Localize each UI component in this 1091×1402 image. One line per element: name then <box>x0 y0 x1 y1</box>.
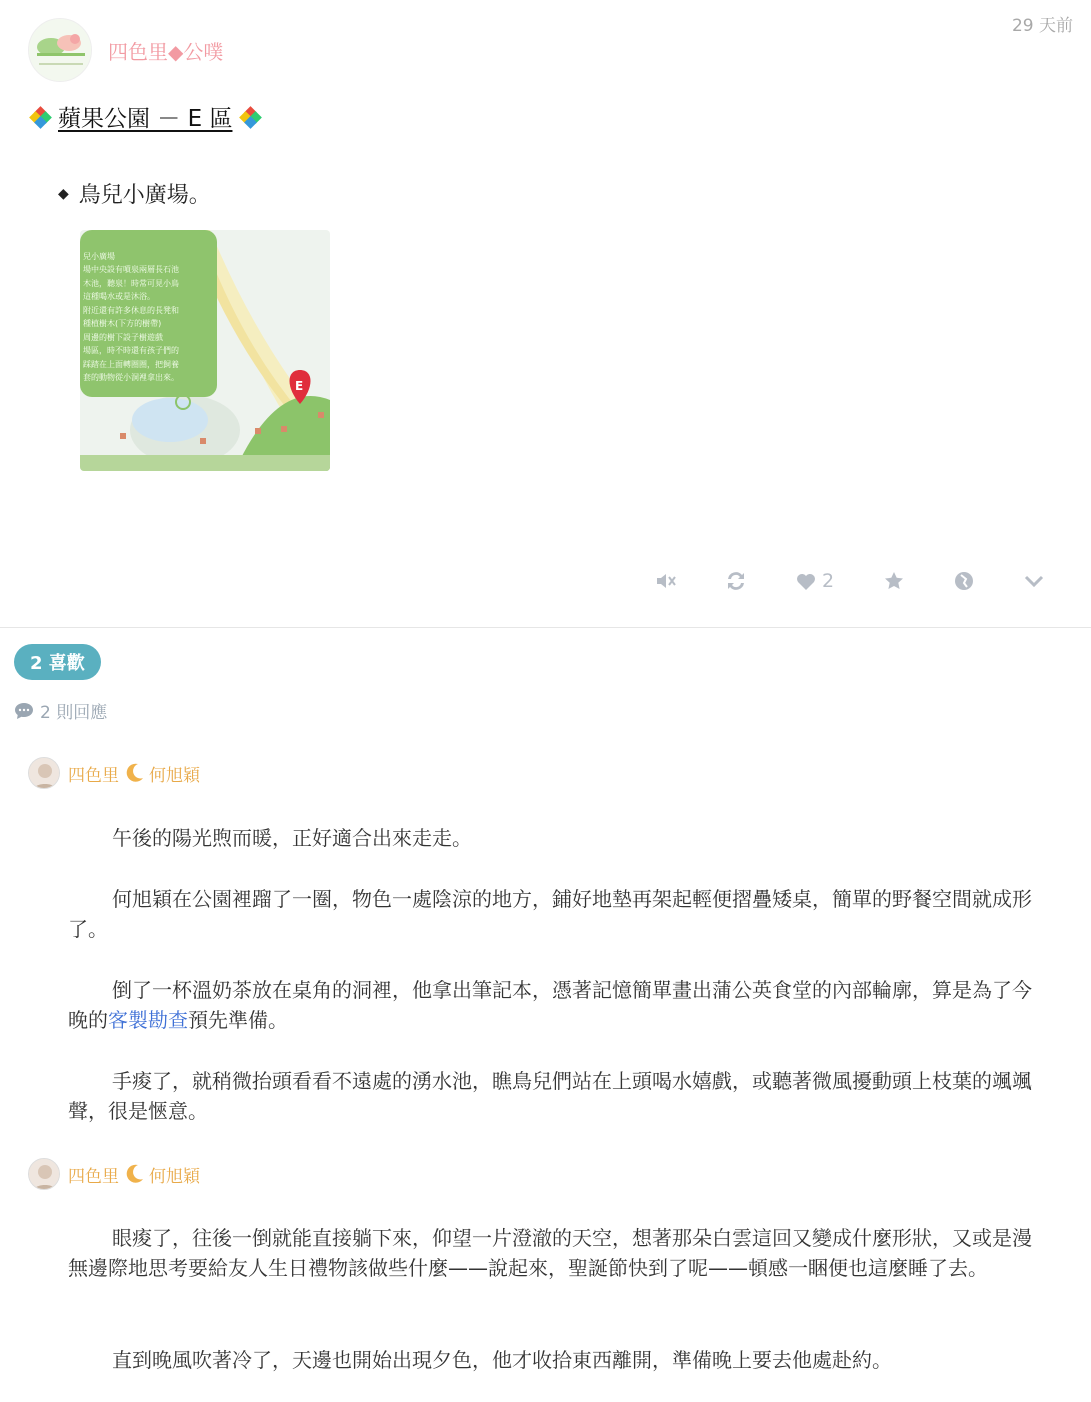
svg-text:場區，時不時還有孩子們的: 場區，時不時還有孩子們的 <box>83 346 179 355</box>
reply-paragraph <box>68 975 1048 1035</box>
replies-count <box>14 698 107 723</box>
reply-paragraph: 午後的陽光煦而暖，正好適合出來走走。 <box>112 826 472 850</box>
reply-author[interactable] <box>68 1162 200 1187</box>
svg-text:木池，聽泉！時常可見小鳥: 木池，聽泉！時常可見小鳥 <box>83 279 179 288</box>
svg-text:踩踏在上面轉圈圈，把飼養: 踩踏在上面轉圈圈，把飼養 <box>83 360 179 369</box>
svg-text:兒小廣場: 兒小廣場 <box>83 252 115 261</box>
diamond-bullet-icon: ◆ <box>58 185 69 202</box>
reply-paragraph: 何旭穎在公園裡蹓了一圈，物色一處陰涼的地方，鋪好地墊再架起輕便摺疊矮桌，簡單的野餐空間就成形了。 <box>68 887 1032 941</box>
reply-author-name: 何旭穎 <box>149 1166 200 1187</box>
crescent-moon-icon <box>123 1163 145 1185</box>
four-color-diamond-icon <box>30 107 50 127</box>
replurk-icon <box>724 569 748 593</box>
crescent-moon-icon <box>123 762 145 784</box>
author-avatar[interactable] <box>28 18 92 82</box>
four-color-diamond-icon <box>240 107 260 127</box>
more-options-button[interactable] <box>1022 563 1046 599</box>
reply-text: 倒了一杯溫奶茶放在桌角的洞裡，他拿出筆記本，憑著記憶簡單畫出蒲公英食堂的內部輪廓，算是為了今晚的 <box>68 978 1032 1032</box>
speech-bubble-icon <box>14 702 34 720</box>
like-button[interactable] <box>794 563 834 599</box>
post-title-link[interactable]: 蘋果公園 － E 區 <box>58 106 233 132</box>
mute-icon <box>654 569 678 593</box>
replies-count-label[interactable]: 2 則回應 <box>40 703 108 723</box>
reply-avatar[interactable] <box>28 1158 60 1190</box>
chevron-down-icon <box>1022 569 1046 593</box>
likes-badge[interactable]: 2 喜歡 <box>14 644 101 680</box>
reply-paragraph: 直到晚風吹著冷了，天邊也開始出現夕色，他才收拾東西離開，準備晚上要去他處赴約。 <box>112 1348 892 1372</box>
svg-text:附近還有許多休息的長凳和: 附近還有許多休息的長凳和 <box>83 306 179 315</box>
svg-text:套的動物從小洞裡拿出來。: 套的動物從小洞裡拿出來。 <box>83 373 179 382</box>
svg-text:周邊的樹下設子樹遊戲: 周邊的樹下設子樹遊戲 <box>83 333 163 342</box>
reply-avatar[interactable] <box>28 757 60 789</box>
reply-paragraph: 眼痠了，往後一倒就能直接躺下來，仰望一片澄澈的天空，想著那朵白雲這回又變成什麼形狀，又或是漫無邊際地思考要給友人生日禮物該做些什麼——說起來，聖誕節快到了呢——頓感一睏便也這麼睡了去。 <box>68 1226 1032 1280</box>
reply-header <box>28 757 200 789</box>
svg-text:場中央設有噴泉兩層長石池: 場中央設有噴泉兩層長石池 <box>83 265 179 274</box>
share-button[interactable] <box>952 563 976 599</box>
reply-author-prefix: 四色里 <box>68 1166 119 1187</box>
svg-text:種植樹木(下方的樹帶): 種植樹木(下方的樹帶) <box>83 319 162 328</box>
custom-survey-link[interactable]: 客製勘查 <box>108 1008 188 1032</box>
heart-icon <box>794 569 818 593</box>
star-icon <box>882 569 906 593</box>
svg-text:這種喝水或是沐浴。: 這種喝水或是沐浴。 <box>83 292 155 301</box>
post-bullet <box>58 178 211 209</box>
svg-text:E: E <box>295 379 304 393</box>
reply-author-name: 何旭穎 <box>149 765 200 786</box>
post-title <box>30 100 260 133</box>
replurk-button[interactable] <box>724 563 748 599</box>
globe-icon <box>952 569 976 593</box>
reply-header <box>28 1158 200 1190</box>
reply-author[interactable] <box>68 761 200 786</box>
reply-author-prefix: 四色里 <box>68 765 119 786</box>
like-count: 2 <box>822 570 835 592</box>
post-time: 29 天前 <box>1011 16 1073 36</box>
post-actions <box>650 563 1060 599</box>
reply-text: 預先準備。 <box>188 1008 288 1032</box>
map-image[interactable] <box>80 230 330 471</box>
mute-button[interactable] <box>654 563 678 599</box>
reply-paragraph: 手痠了，就稍微抬頭看看不遠處的湧水池，瞧鳥兒們站在上頭喝水嬉戲，或聽著微風擾動頭上枝葉的颯颯聲，很是愜意。 <box>68 1069 1032 1123</box>
plurk-post <box>0 0 1091 628</box>
author-name[interactable]: 四色里◆公噗 <box>108 40 224 64</box>
favorite-button[interactable] <box>882 563 906 599</box>
bullet-text: 鳥兒小廣場。 <box>78 183 211 208</box>
